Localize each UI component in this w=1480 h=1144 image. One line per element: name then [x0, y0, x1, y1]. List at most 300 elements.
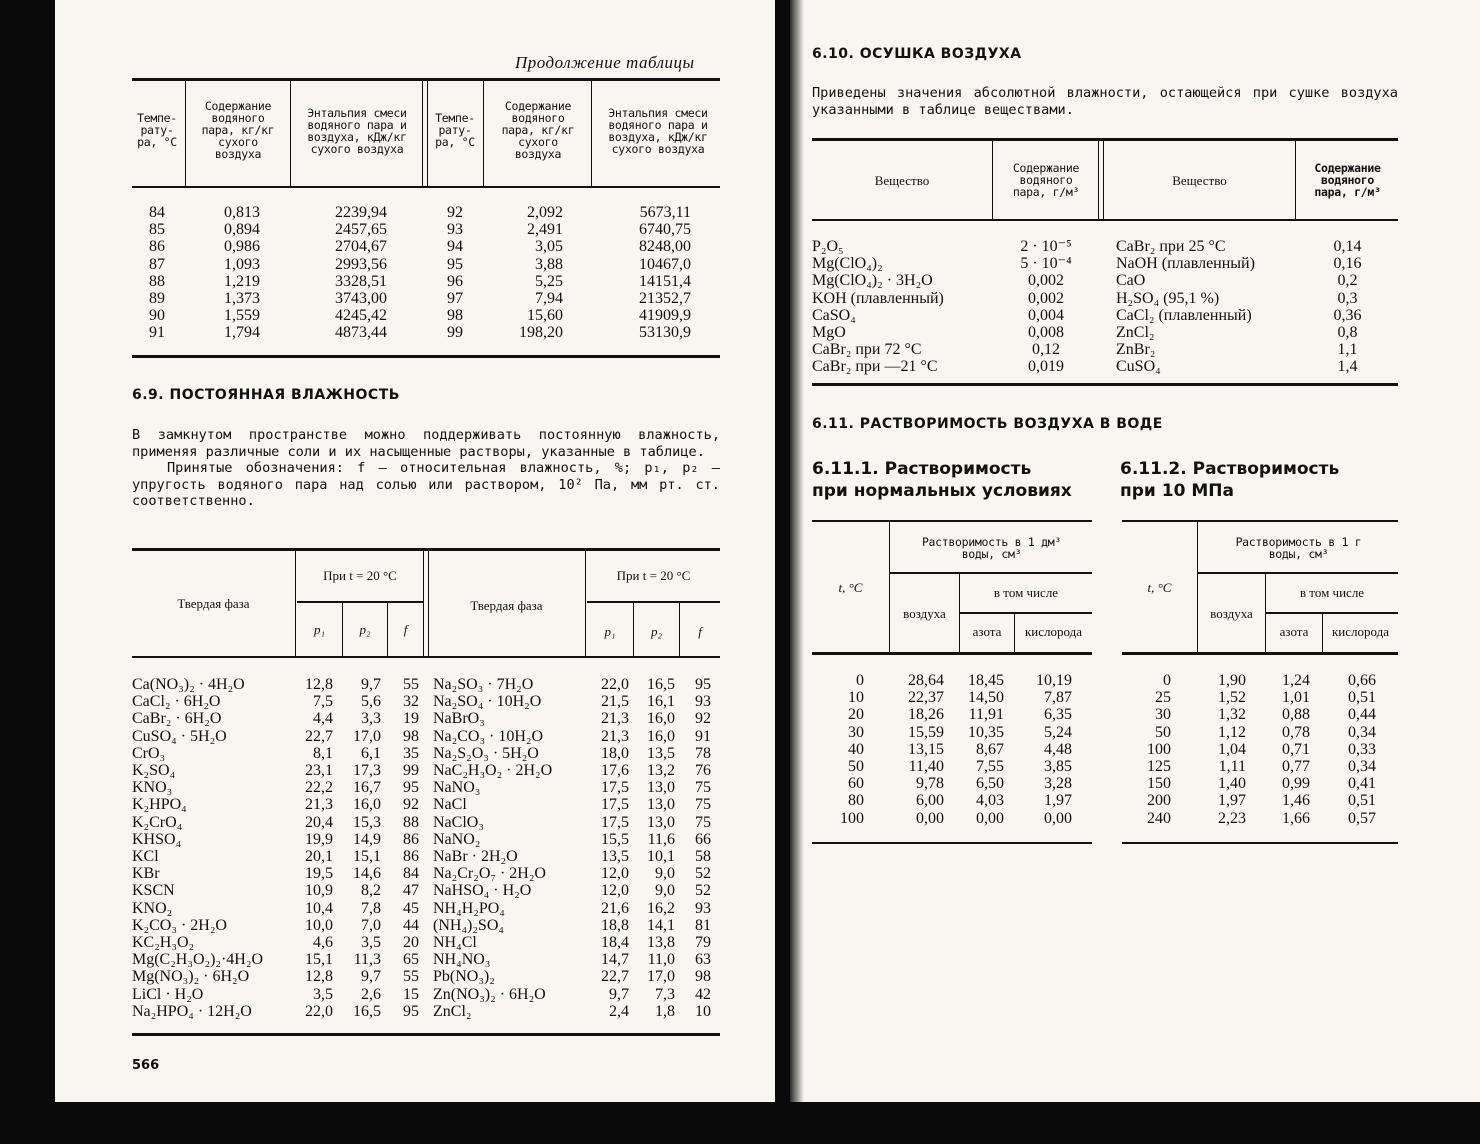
table-cell: 7,94	[535, 290, 563, 308]
table-cell: NaOH (плавленный)	[1116, 255, 1255, 273]
table-cell: 19	[403, 710, 419, 728]
table-cell: 75	[695, 779, 711, 797]
table-cell: 95	[403, 779, 419, 797]
table-cell: 14151,4	[639, 272, 691, 290]
t5-col-air	[1200, 672, 1246, 827]
table-cell: 16,5	[353, 1002, 381, 1020]
table-cell: KSCN	[132, 882, 175, 900]
table-cell: 240	[1147, 809, 1171, 827]
table-cell: 92	[695, 710, 711, 728]
table-cell: 20	[403, 934, 419, 952]
table-cell: 6,50	[976, 775, 1004, 793]
table-cell: 10	[848, 689, 864, 707]
table-cell: 14,6	[353, 865, 381, 883]
table-cell: 1,559	[224, 307, 260, 325]
table-cell: KHSO₄	[132, 830, 182, 848]
table-cell: CaSO₄	[812, 306, 856, 324]
t1-col-content-2	[495, 204, 563, 342]
table-cell: 18,4	[601, 934, 629, 952]
table-cell: 9,78	[916, 775, 944, 793]
table-cell: 19,9	[305, 830, 333, 848]
table-cell: 1,093	[224, 255, 260, 273]
t2-col-p2-a	[345, 676, 381, 1020]
table-cell: 40	[848, 740, 864, 758]
t5-col-temp	[1135, 672, 1171, 827]
table-cell: 30	[848, 723, 864, 741]
table-cell: 12,0	[601, 865, 629, 883]
table-cell: 1,40	[1218, 775, 1246, 793]
table-cell: 98	[695, 968, 711, 986]
table-cell: 0,894	[224, 221, 260, 239]
t3-col-substance-b	[1116, 238, 1296, 376]
t4-col-air	[890, 672, 944, 827]
table-cell: 55	[403, 968, 419, 986]
header-p2-a: p₂	[359, 622, 371, 637]
table-cell: 17,0	[353, 727, 381, 745]
table-cell: 76	[695, 762, 711, 780]
table-cell: 0,36	[1333, 306, 1362, 324]
table-cell: 5,6	[361, 693, 381, 711]
table-cell: 15,59	[908, 723, 944, 741]
table-cell: 63	[695, 951, 711, 969]
table-cell: 0,002	[1028, 289, 1064, 307]
table-cell: 14,7	[601, 951, 629, 969]
table-cell: 9,7	[361, 676, 381, 693]
table-cell: 65	[403, 951, 419, 969]
table-cell: 5,25	[535, 272, 563, 290]
table-cell: 42	[695, 985, 711, 1003]
table-cell: 1,46	[1282, 792, 1310, 810]
table-cell: 1,04	[1218, 740, 1246, 758]
table-cell: 0,34	[1348, 758, 1376, 776]
table-cell: 53130,9	[639, 324, 691, 342]
table-cell: Na₂SO₄ · 10H₂O	[433, 693, 542, 711]
t2-col-f-b	[683, 676, 711, 1020]
table-cell: 5,24	[1044, 723, 1072, 741]
table-cell: 18,0	[601, 744, 629, 762]
table-cell: 79	[695, 934, 711, 952]
table-cell: Ca(NO₃)₂ · 4H₂O	[132, 676, 245, 693]
table-cell: 0,3	[1337, 289, 1358, 307]
table-cell: 2,6	[361, 985, 381, 1003]
table-cell: CuSO₄	[1116, 358, 1161, 376]
t5-header-air: воздуха	[1210, 606, 1253, 621]
table-cell: 13,0	[647, 779, 675, 797]
t3-col-vapor-b	[1297, 238, 1398, 376]
table-cell: 18,26	[908, 706, 944, 724]
t2-col-phase-a	[132, 676, 297, 1020]
t4-header-oxygen: кислорода	[1024, 624, 1083, 639]
table-cell: 47	[403, 882, 419, 900]
table-cell: 91	[695, 727, 711, 745]
table-cell: Na₂CO₃ · 10H₂O	[433, 727, 544, 745]
table-cell: 125	[1147, 758, 1171, 776]
table-cell: 21,3	[305, 796, 333, 814]
table-cell: 198,20	[519, 324, 563, 342]
table-cell: 93	[695, 899, 711, 917]
table-cell: 17,6	[601, 762, 629, 780]
header-f-b: f	[698, 624, 702, 639]
table-cell: 0,986	[224, 238, 260, 256]
table-cell: 45	[403, 899, 419, 917]
table-cell: 5 · 10⁻⁴	[1020, 255, 1072, 273]
table-cell: 8,1	[313, 744, 333, 762]
header-p1-a: p₁	[313, 622, 326, 637]
table-cell: 92	[447, 204, 463, 221]
table-cell: 1,24	[1282, 672, 1310, 689]
table-cell: K₂CrO₄	[132, 813, 183, 831]
table-cell: 10,19	[1036, 672, 1072, 689]
table-cell: 8248,00	[639, 238, 691, 256]
table-cell: 15,3	[353, 813, 381, 831]
table-cell: CaBr₂ при —21 °С	[812, 358, 938, 376]
table-cell: 3,28	[1044, 775, 1072, 793]
table-cell: 1,90	[1218, 672, 1246, 689]
table-cell: (NH₄)₂SO₄	[433, 916, 504, 934]
table-cell: 86	[403, 830, 419, 848]
table-cell: 0,002	[1028, 272, 1064, 290]
table-cell: 95	[695, 676, 711, 693]
table-cell: NaHSO₄ · H₂O	[433, 882, 532, 900]
table-cell: Na₂SO₃ · 7H₂O	[433, 676, 534, 693]
table-cell: 16,0	[353, 796, 381, 814]
table-cell: 0,813	[224, 204, 260, 221]
table-cell: 100	[840, 809, 864, 827]
table-cell: 12,8	[305, 676, 333, 693]
table-cell: 90	[149, 307, 165, 325]
table-cell: Mg(C₂H₃O₂)₂·4H₂O	[132, 951, 263, 969]
table-cell: 4,03	[976, 792, 1004, 810]
table-cell: 22,2	[305, 779, 333, 797]
table-cell: 17,0	[647, 968, 675, 986]
left-page	[55, 0, 775, 1102]
table-cell: 1,794	[224, 324, 260, 342]
table-cell: 66	[695, 830, 711, 848]
table-cell: 1,32	[1218, 706, 1246, 724]
table-cell: 10,9	[305, 882, 333, 900]
table-cell: 13,0	[647, 796, 675, 814]
table-cell: 22,7	[601, 968, 629, 986]
table-cell: 3,05	[535, 238, 563, 256]
table-cell: 2,23	[1218, 809, 1246, 827]
table-cell: 0,33	[1348, 740, 1376, 758]
table-cell: 200	[1147, 792, 1171, 810]
table-cell: 0,51	[1348, 689, 1376, 707]
table-cell: 16,2	[647, 899, 675, 917]
t4-header-air: воздуха	[903, 606, 946, 621]
t3-col-vapor-a	[994, 238, 1098, 376]
table-cell: 22,7	[305, 727, 333, 745]
header-vapor-b: Содержание водяного пара, г/м³	[1314, 161, 1381, 199]
table-cell: 16,0	[647, 710, 675, 728]
table-cell: 30	[1155, 706, 1171, 724]
table-cell: 93	[447, 221, 463, 239]
table-cell: NaCl	[433, 796, 467, 814]
t4-header-solubility: Растворимость в 1 дм³ воды, см³	[921, 535, 1062, 561]
t2-col-p1-a	[299, 676, 333, 1020]
table-cell: 13,2	[647, 762, 675, 780]
table-cell: 1,373	[224, 290, 260, 308]
t1-col-temp-2	[435, 204, 463, 342]
section-6-11-title: 6.11. РАСТВОРИМОСТЬ ВОЗДУХА В ВОДЕ	[812, 416, 1163, 432]
table-cell: 4,4	[313, 710, 333, 728]
section-6-9-text	[132, 427, 720, 510]
table-cell: 78	[695, 744, 711, 762]
table-cell: 21,3	[601, 710, 629, 728]
header-enthalpy-2: Энтальпия смеси водяного пара и воздуха, кДж/кг сухого воздуха	[608, 106, 708, 156]
table-cell: 14,1	[647, 916, 675, 934]
table-cell: 4245,42	[335, 307, 387, 325]
table-cell: CaCl₂ · 6H₂O	[132, 693, 221, 711]
t5-col-nitrogen	[1268, 672, 1310, 827]
table-cell: 3,5	[313, 985, 333, 1003]
table-cell: 4,6	[313, 934, 333, 952]
table-cell: 85	[149, 221, 165, 239]
table-cell: 96	[447, 272, 463, 290]
section-6-11-2-title: 6.11.2. Растворимость при 10 МПа	[1120, 459, 1340, 501]
table-cell: 7,87	[1044, 689, 1072, 707]
table-cell: 88	[403, 813, 419, 831]
table-cell: 89	[149, 290, 165, 308]
table-cell: 1,97	[1044, 792, 1072, 810]
table-cell: 1,97	[1218, 792, 1246, 810]
table-cell: 10,35	[968, 723, 1004, 741]
table-cell: P₂O₅	[812, 238, 844, 255]
table-cell: CaO	[1116, 272, 1146, 290]
t4-col-oxygen	[1020, 672, 1072, 827]
table-cell: 0	[1163, 672, 1171, 689]
table-cell: 9,7	[609, 985, 629, 1003]
table-cell: 13,15	[908, 740, 944, 758]
table-cell: 20,1	[305, 848, 333, 866]
section-6-10-title: 6.10. ОСУШКА ВОЗДУХА	[812, 46, 1022, 62]
table-cell: 12,8	[305, 968, 333, 986]
t2-col-p1-b	[591, 676, 629, 1020]
table-cell: 98	[403, 727, 419, 745]
table-cell: NH₄NO₃	[433, 951, 491, 969]
table-cell: 75	[695, 813, 711, 831]
table-cell: 35	[403, 744, 419, 762]
table-cell: 60	[848, 775, 864, 793]
table-cell: 3,3	[361, 710, 381, 728]
table-cell: 0,78	[1282, 723, 1310, 741]
table-cell: 2704,67	[335, 238, 387, 256]
section-6-10-text	[812, 85, 1398, 118]
table-cell: Na₂S₂O₃ · 5H₂O	[433, 744, 539, 762]
table-cell: 2 · 10⁻⁵	[1020, 238, 1072, 255]
table-cell: 75	[695, 796, 711, 814]
table-cell: 1,52	[1218, 689, 1246, 707]
table-cell: 150	[1147, 775, 1171, 793]
table-cell: 9,0	[655, 865, 675, 883]
table-cell: 20	[848, 706, 864, 724]
t4-header-temp: t, °С	[838, 580, 863, 595]
table-cell: 10,1	[647, 848, 675, 866]
table-cell: 13,0	[647, 813, 675, 831]
table-cell: 1,8	[655, 1002, 675, 1020]
table-cell: NaBr · 2H₂O	[433, 848, 518, 866]
table-cell: NaNO₃	[433, 779, 481, 797]
table-cell: Zn(NO₃)₂ · 6H₂O	[433, 985, 546, 1003]
page-number: 566	[132, 1058, 160, 1073]
table-cell: 0,51	[1348, 792, 1376, 810]
binding-shadow	[790, 0, 804, 1102]
table-cell: K₂CO₃ · 2H₂O	[132, 916, 227, 934]
table-cell: 0,77	[1282, 758, 1310, 776]
table-cell: 97	[447, 290, 463, 308]
table-cell: 1,4	[1337, 358, 1358, 376]
table-cell: 8,2	[361, 882, 381, 900]
table-cell: MgO	[812, 324, 846, 342]
section-6-9-paragraph-1: В замкнутом пространстве можно поддерживать постоянную влажность, применяя различные соли и их насыщенные растворы, указанные в таблице.	[132, 427, 720, 460]
table-cell: 55	[403, 676, 419, 693]
table-cell: CuSO₄ · 5H₂O	[132, 727, 227, 745]
header-vapor-a: Содержание водяного пара, г/м³	[1012, 161, 1080, 199]
table-cell: 41909,9	[639, 307, 691, 325]
table-cell: 5673,11	[639, 204, 691, 221]
table-cell: 2457,65	[335, 221, 387, 239]
header-f-a: f	[403, 622, 408, 637]
t2-col-f-a	[391, 676, 419, 1020]
right-page	[790, 0, 1480, 1102]
table-cell: K₂HPO₄	[132, 796, 187, 814]
table-cell: 52	[695, 882, 711, 900]
table-cell: Mg(NO₃)₂ · 6H₂O	[132, 968, 250, 986]
table-cell: KNO₃	[132, 779, 173, 797]
table-cell: 0,00	[916, 809, 944, 827]
table-cell: 15,5	[601, 830, 629, 848]
table-cell: 100	[1147, 740, 1171, 758]
table-cell: 21352,7	[639, 290, 691, 308]
table-cell: 86	[149, 238, 165, 256]
table-cell: 3743,00	[335, 290, 387, 308]
table-cell: 10	[695, 1002, 711, 1020]
t1-col-enthalpy-2	[605, 204, 691, 342]
table-cell: 7,0	[361, 916, 381, 934]
table-cell: 95	[447, 255, 463, 273]
table-cell: 13,5	[601, 848, 629, 866]
table-cell: 3,5	[361, 934, 381, 952]
table-cell: 11,0	[647, 951, 675, 969]
table-cell: 1,01	[1282, 689, 1310, 707]
table-cell: 22,0	[601, 676, 629, 693]
t4-col-nitrogen	[960, 672, 1004, 827]
table-cell: 2,092	[527, 204, 563, 221]
table-cell: 6,1	[361, 744, 381, 762]
table-cell: 52	[695, 865, 711, 883]
table-cell: 19,5	[305, 865, 333, 883]
table-cell: 9,0	[655, 882, 675, 900]
table-cell: 7,5	[313, 693, 333, 711]
header-substance-b: Вещество	[1172, 173, 1227, 188]
table-cell: 93	[695, 693, 711, 711]
header-phase-b: Твердая фаза	[470, 598, 543, 613]
table-cell: 22,37	[908, 689, 944, 707]
t5-header-temp: t, °С	[1147, 580, 1172, 595]
table-cell: 0,008	[1028, 324, 1064, 342]
table-cell: 4,48	[1044, 740, 1072, 758]
table-cell: ZnCl₂	[1116, 324, 1155, 342]
table-cell: KNO₂	[132, 899, 173, 917]
table-cell: 87	[149, 255, 165, 273]
t3-col-substance-a	[812, 238, 992, 376]
t2-col-p2-b	[637, 676, 675, 1020]
table-cell: 17,3	[353, 762, 381, 780]
table-cell: 0,12	[1032, 341, 1060, 359]
t5-header-including: в том числе	[1299, 585, 1365, 600]
table-cell: 10,4	[305, 899, 333, 917]
table-cell: 84	[149, 204, 165, 221]
table-cell: 28,64	[908, 672, 944, 689]
header-at-20-a: При t = 20 °С	[323, 568, 397, 583]
table-cell: 9,7	[361, 968, 381, 986]
table-cell: 0	[856, 672, 864, 689]
table-cell: 16,7	[353, 779, 381, 797]
table-cell: 16,0	[647, 727, 675, 745]
header-temp-2: Темпе- рату- ра, °С	[435, 111, 475, 149]
table-cell: 95	[403, 1002, 419, 1020]
table-cell: 3,88	[535, 255, 563, 273]
table-cell: Mg(ClO₄)₂	[812, 255, 883, 273]
continuation-label: Продолжение таблицы	[515, 53, 695, 72]
table-cell: NaClO₃	[433, 813, 484, 831]
table-cell: 1,12	[1218, 723, 1246, 741]
table-cell: 0,44	[1348, 706, 1376, 724]
table-cell: 13,5	[647, 744, 675, 762]
table-cell: 92	[403, 796, 419, 814]
table-cell: KOH (плавленный)	[812, 289, 944, 307]
table-cell: Mg(ClO₄)₂ · 3H₂O	[812, 272, 933, 290]
table-cell: NaNO₂	[433, 830, 481, 848]
table-cell: 81	[695, 916, 711, 934]
table-cell: H₂SO₄ (95,1 %)	[1116, 289, 1220, 307]
table-cell: 0,99	[1282, 775, 1310, 793]
table-cell: 32	[403, 693, 419, 711]
table-cell: K₂SO₄	[132, 762, 176, 780]
t1-col-content-1	[195, 204, 260, 342]
table-cell: 88	[149, 272, 165, 290]
section-6-10-paragraph: Приведены значения абсолютной влажности, остающейся при сушке воздуха указанными в таблице веществами.	[812, 85, 1398, 118]
table-cell: 58	[695, 848, 711, 866]
table-cell: 18,8	[601, 916, 629, 934]
table-cell: 15,60	[527, 307, 563, 325]
table-cell: 18,45	[968, 672, 1004, 689]
table-cell: 0,2	[1337, 272, 1358, 290]
table-cell: 16,5	[647, 676, 675, 693]
table-cell: 3328,51	[335, 272, 387, 290]
table-cell: 99	[403, 762, 419, 780]
table-cell: 15,1	[305, 951, 333, 969]
table-cell: 50	[848, 758, 864, 776]
table-cell: NaC₂H₃O₂ · 2H₂O	[433, 762, 553, 780]
table-cell: 1,219	[224, 272, 260, 290]
header-p1-b: p₁	[604, 624, 616, 639]
table-cell: 6740,75	[639, 221, 691, 239]
table-cell: CaBr₂ при 25 °С	[1116, 238, 1226, 255]
table-cell: 23,1	[305, 762, 333, 780]
table-cell: 11,3	[353, 951, 381, 969]
table-cell: 0,16	[1333, 255, 1362, 273]
table-cell: 0,8	[1337, 324, 1358, 342]
table-cell: 0,88	[1282, 706, 1310, 724]
table-cell: 1,1	[1337, 341, 1358, 359]
table-cell: 0,14	[1333, 238, 1362, 255]
table-cell: 0,34	[1348, 723, 1376, 741]
table-cell: KBr	[132, 865, 160, 883]
table-cell: 15,1	[353, 848, 381, 866]
table-cell: 17,5	[601, 779, 629, 797]
table-cell: 7,8	[361, 899, 381, 917]
